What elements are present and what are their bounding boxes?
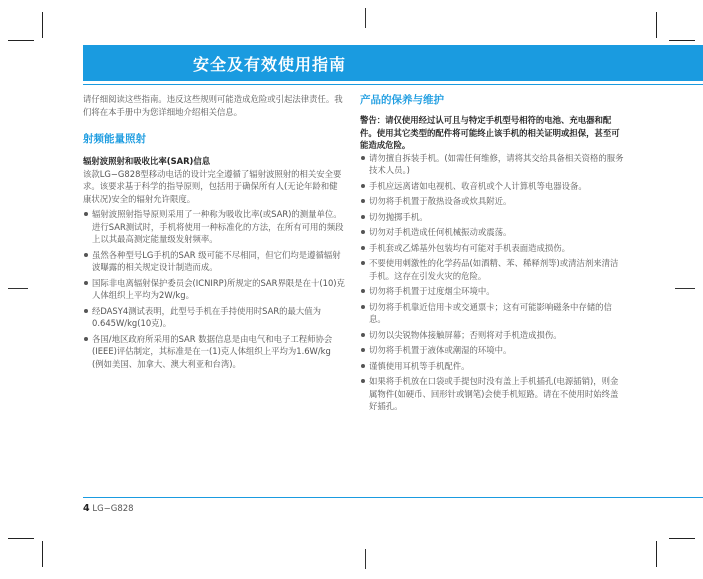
intro-paragraph: 请仔细阅读这些指南。违反这些规则可能造成危险或引起法律责任。我们将在本手册中为您详细地介绍相关信息。 — [83, 94, 343, 117]
list-item: 国际非电离辐射保护委员会(ICNIRP)所规定的SAR界限是在十(10)克人体组织上平均为2W/kg。 — [83, 277, 345, 302]
list-item: 不要使用刺激性的化学药品(如酒精、苯、稀释剂等)或清洁剂来清洁手机。这存在引发火灾的危险。 — [360, 257, 624, 282]
list-item: 切勿对手机造成任何机械振动或震荡。 — [360, 226, 624, 239]
registration-mark — [8, 288, 28, 289]
list-item: 切勿以尖锐物体接触屏幕；否则将对手机造成损伤。 — [360, 329, 624, 342]
page-title: 安全及有效使用指南 — [193, 55, 347, 74]
footer-rule — [83, 497, 703, 498]
header-banner — [83, 45, 703, 81]
list-item: 各国/地区政府所采用的SAR 数据信息是由电气和电子工程师协会(IEEE)评估制定，其标准是在一(1)克人体组织上平均为1.6W/kg (例如美国、加拿大、澳大利亚和台湾)。 — [83, 333, 345, 371]
list-item: 经DASY4测试表明，此型号手机在手持使用时SAR的最大值为0.645W/kg(10克)。 — [83, 305, 345, 330]
list-item: 手机套或乙烯基外包装均有可能对手机表面造成损伤。 — [360, 242, 624, 255]
list-item: 谨慎使用耳机等手机配件。 — [360, 360, 624, 373]
list-item: 辐射波照射指导原则采用了一种称为吸收比率(或SAR)的测量单位。进行SAR测试时，手机将使用一种标准化的方法，在所有可用的频段上以其最高测定能量级发射频率。 — [83, 208, 345, 246]
list-item: 切勿将手机置于过度烟尘环境中。 — [360, 285, 624, 298]
list-item: 请勿擅自拆装手机。(如需任何维修，请将其交给具备相关资格的服务技术人员。) — [360, 152, 624, 177]
crop-mark — [656, 12, 657, 38]
page-number: 4 — [83, 503, 90, 514]
list-item: 手机应远离诸如电视机、收音机或个人计算机等电器设备。 — [360, 180, 624, 193]
crop-mark — [8, 538, 34, 539]
sar-paragraph: 该款LG−G828型移动电话的设计完全遵循了辐射波照射的相关安全要求。该要求基于科学的指导原则，包括用于确保所有人(无论年龄和健康状况)安全的辐射允许限度。 — [83, 168, 342, 204]
care-bullet-list — [360, 152, 624, 413]
crop-mark — [669, 538, 695, 539]
registration-mark — [675, 288, 695, 289]
model-name: LG−G828 — [92, 504, 134, 514]
right-column — [360, 93, 624, 413]
registration-mark — [365, 8, 366, 28]
crop-mark — [42, 12, 43, 38]
section-heading-care: 产品的保养与维护 — [360, 94, 444, 106]
page-footer — [83, 503, 134, 514]
list-item: 切勿抛掷手机。 — [360, 211, 624, 224]
list-item: 切勿将手机置于液体或潮湿的环境中。 — [360, 344, 624, 357]
warning-paragraph: 警告：请仅使用经过认可且与特定手机型号相符的电池、充电器和配件。使用其它类型的配件将可能终止该手机的相关证明或担保，甚至可能造成危险。 — [360, 115, 620, 150]
sar-bullet-list — [83, 208, 345, 370]
list-item: 如果将手机放在口袋或手提包时没有盖上手机插孔(电源插销)，则金属物件(如硬币、回形针或钢笔)会使手机短路。请在不使用时始终盖好插孔。 — [360, 375, 624, 413]
crop-mark — [669, 40, 695, 41]
list-item: 切勿将手机靠近信用卡或交通票卡；这有可能影响磁条中存储的信息。 — [360, 301, 624, 326]
left-column — [83, 93, 345, 370]
crop-mark — [656, 541, 657, 567]
banner-rule — [83, 84, 703, 85]
section-heading-rf: 射频能量照射 — [83, 133, 146, 145]
crop-mark — [8, 40, 34, 41]
registration-mark — [365, 549, 366, 569]
crop-mark — [42, 541, 43, 567]
list-item: 切勿将手机置于散热设备或炊具附近。 — [360, 195, 624, 208]
list-item: 虽然各种型号LG手机的SAR 级可能不尽相同，但它们均是遵循辐射波曝露的相关规定设计制造而成。 — [83, 249, 345, 274]
subheading-sar: 辐射波照射和吸收比率(SAR)信息 — [83, 156, 211, 166]
